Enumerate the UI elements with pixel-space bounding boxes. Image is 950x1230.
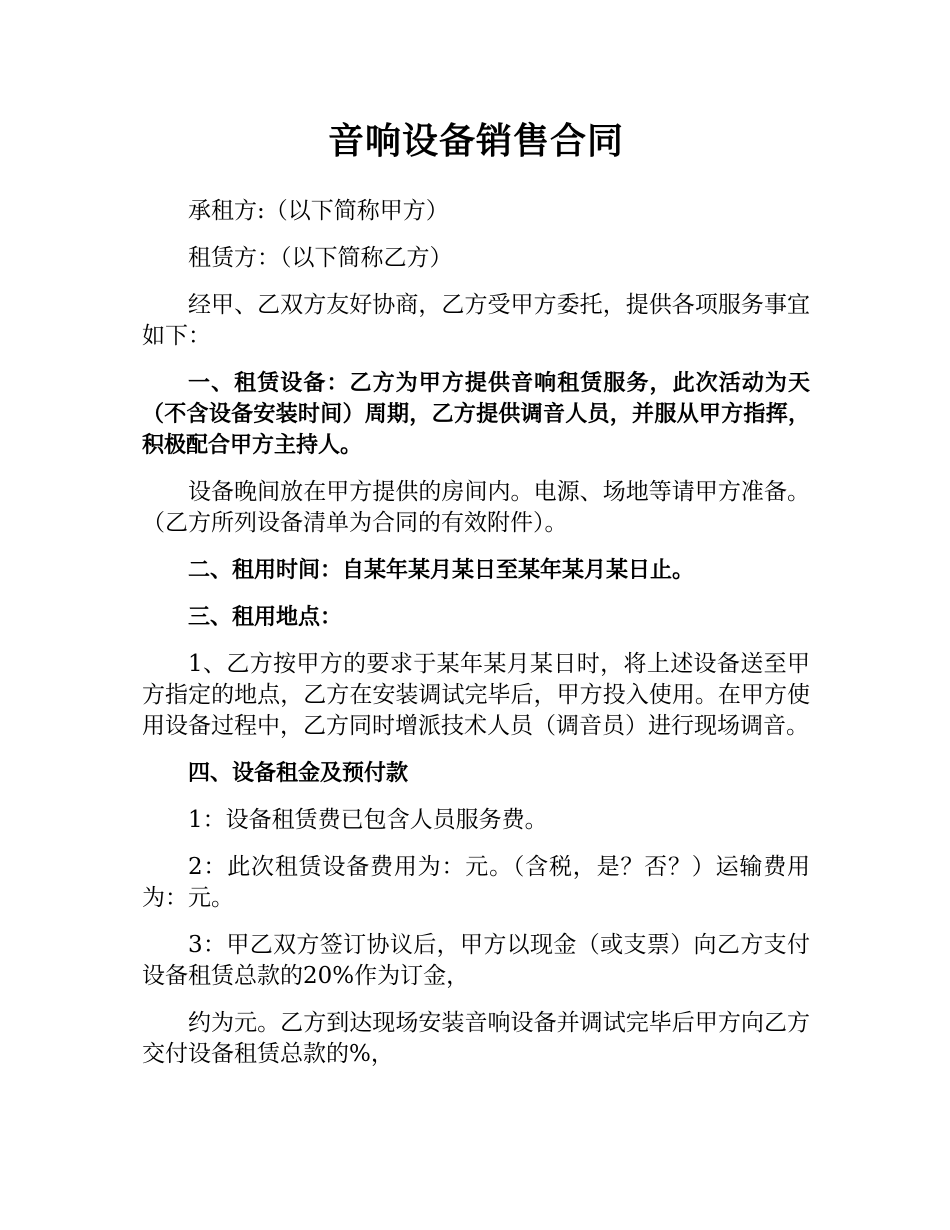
section-2-heading: 二、租用时间：自某年某月某日至某年某月某日止。	[188, 558, 695, 583]
document-title: 音响设备销售合同	[327, 121, 624, 162]
section-4-item-3: 3：甲乙双方签订协议后，甲方以现金（或支票）向乙方支付设备租赁总款的20%作为订金，	[142, 932, 810, 989]
equipment-storage-paragraph: 设备晚间放在甲方提供的房间内。电源、场地等请甲方准备。（乙方所列设备清单为合同的有效附件）。	[142, 479, 810, 536]
section-3-heading: 三、租用地点：	[188, 605, 343, 630]
intro-paragraph: 经甲、乙双方友好协商，乙方受甲方委托，提供各项服务事宜如下：	[142, 292, 810, 349]
section-4-item-2: 2：此次租赁设备费用为：元。（含税，是？否？）运输费用为：元。	[142, 854, 810, 911]
section-1-heading: 一、租赁设备：乙方为甲方提供音响租赁服务，此次活动为天（不含设备安装时间）周期，乙方提供调音人员，并服从甲方指挥，积极配合甲方主持人。	[142, 371, 810, 458]
lessor-line: 租赁方：（以下简称乙方）	[188, 245, 453, 271]
contract-page	[142, 118, 810, 1086]
section-3-item-1: 1、乙方按甲方的要求于某年某月某日时，将上述设备送至甲方指定的地点，乙方在安装调试完毕后，甲方投入使用。在甲方使用设备过程中，乙方同时增派技术人员（调音员）进行现场调音。	[142, 651, 810, 739]
section-4-item-1: 1：设备租赁费已包含人员服务费。	[188, 807, 548, 833]
section-4-item-3-continued: 约为元。乙方到达现场安装音响设备并调试完毕后甲方向乙方交付设备租赁总款的%，	[142, 1010, 810, 1067]
section-4-heading: 四、设备租金及预付款	[188, 761, 409, 786]
lessee-line: 承租方:（以下简称甲方）	[188, 198, 449, 224]
